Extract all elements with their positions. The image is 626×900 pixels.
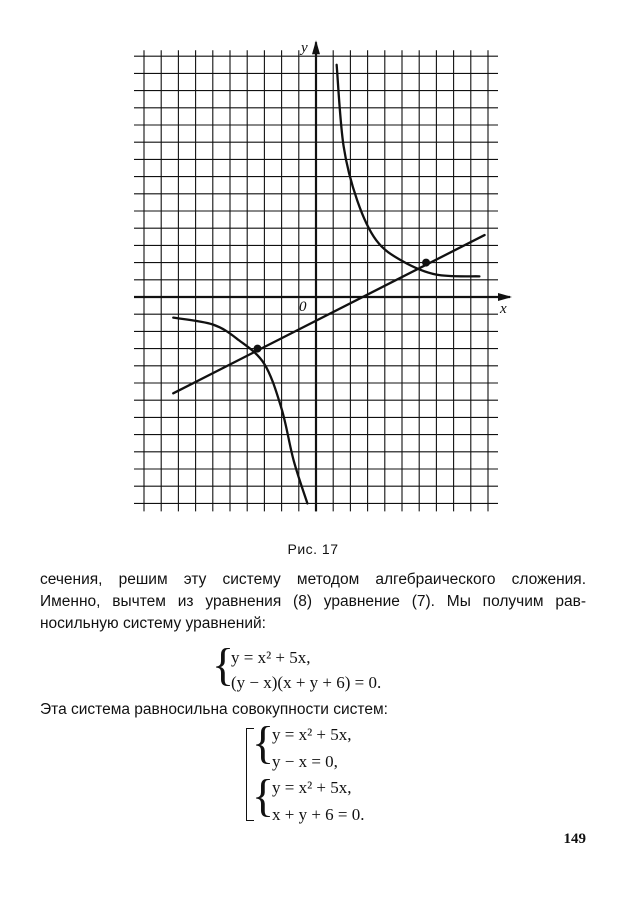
equation: y − x = 0,	[272, 751, 338, 771]
y-axis-label: y	[301, 40, 308, 57]
intersection-point	[422, 259, 430, 267]
intersection-point	[254, 345, 262, 353]
system-1-brace: {	[212, 639, 235, 690]
paragraph-1-line: сечения, решим эту систему методом алгебраического сложения.	[40, 571, 586, 588]
equation: y = x² + 5x,	[231, 648, 311, 667]
paragraph-1	[40, 569, 586, 635]
paragraph-2	[40, 699, 586, 721]
series-curve-lower	[173, 318, 307, 504]
paragraph-1-line: носильную систему уравнений:	[40, 615, 266, 632]
system-2a-brace: {	[252, 717, 275, 768]
y-axis-arrow	[312, 40, 320, 54]
page-number: 149	[563, 831, 586, 847]
system-2b-brace: {	[252, 770, 275, 821]
x-axis-label: x	[500, 301, 507, 317]
paragraph-2-line: Эта система равносильна совокупности систем:	[40, 701, 388, 718]
system-2	[272, 722, 365, 828]
collection-bracket	[246, 728, 247, 821]
system-1	[231, 645, 381, 695]
curves	[173, 65, 484, 504]
figure-caption: Рис. 17	[287, 541, 339, 557]
equation: (y − x)(x + y + 6) = 0.	[231, 673, 382, 692]
equation: y = x² + 5x,	[272, 778, 352, 797]
paragraph-1-line: Именно, вычтем из уравнения (8) уравнение (7). Мы получим рав-	[40, 593, 586, 610]
x-axis-arrow	[498, 293, 512, 301]
series-curve-upper	[337, 65, 480, 277]
equation: y = x² + 5x,	[272, 725, 352, 744]
origin-label: 0	[299, 299, 307, 315]
equation: x + y + 6 = 0.	[272, 804, 365, 824]
